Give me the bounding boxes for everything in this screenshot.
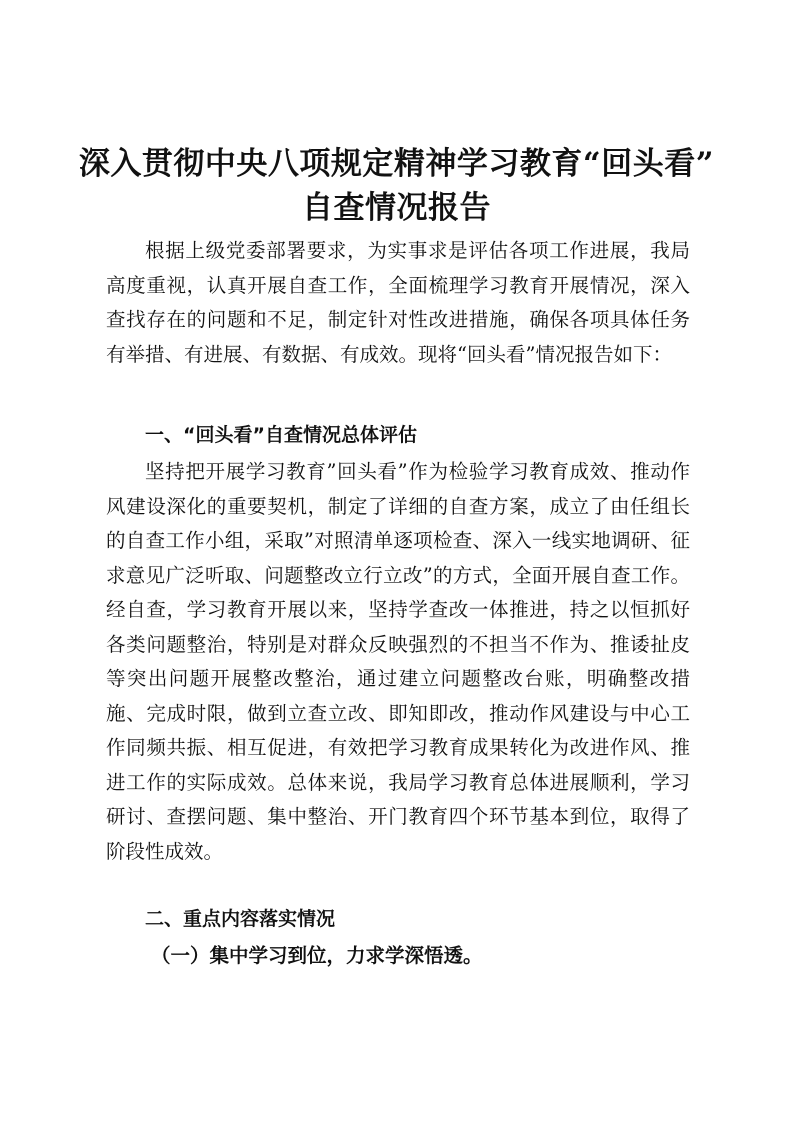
subsection-1-heading: （一）集中学习到位，力求学深悟透。 bbox=[151, 944, 483, 967]
section-1-paragraph: 坚持把开展学习教育”回头看”作为检验学习教育成效、推动作风建设深化的重要契机，制定了详细的自查方案，成立了由任组长的自查工作小组，采取”对照清单逐项检查、深入一线实地调研、征求意见广泛听取、问题整改立行立改”的方式，全面开展自查工作。经自查，学习教育开展以来，坚持学查改一体推进，持之以恒抓好各类问题整治，特别是对群众反映强烈的不担当不作为、推诿扯皮等突出问题开展整改整治，通过建立问题整改台账，明确整改措施、完成时限，做到立查立改、即知即改，推动作风建设与中心工作同频共振、相互促进，有效把学习教育成果转化为改进作风、推进工作的实际成效。总体来说，我局学习教育总体进展顺利，学习研讨、查摆问题、集中整治、开门教育四个环节基本到位，取得了阶段性成效。 bbox=[106, 460, 690, 863]
section-2-heading: 二、重点内容落实情况 bbox=[145, 908, 336, 930]
document-title-line-2: 自查情况报告 bbox=[302, 190, 491, 226]
section-1-heading: 一、“回头看”自查情况总体评估 bbox=[145, 424, 417, 446]
document-title-line-1: 深入贯彻中央八项规定精神学习教育“回头看” bbox=[78, 146, 715, 182]
intro-paragraph: 根据上级党委部署要求，为实事求是评估各项工作进展，我局高度重视，认真开展自查工作，全面梳理学习教育开展情况，深入查找存在的问题和不足，制定针对性改进措施，确保各项具体任务有举措、有进展、有数据、有成效。现将“回头看”情况报告如下： bbox=[106, 239, 690, 366]
